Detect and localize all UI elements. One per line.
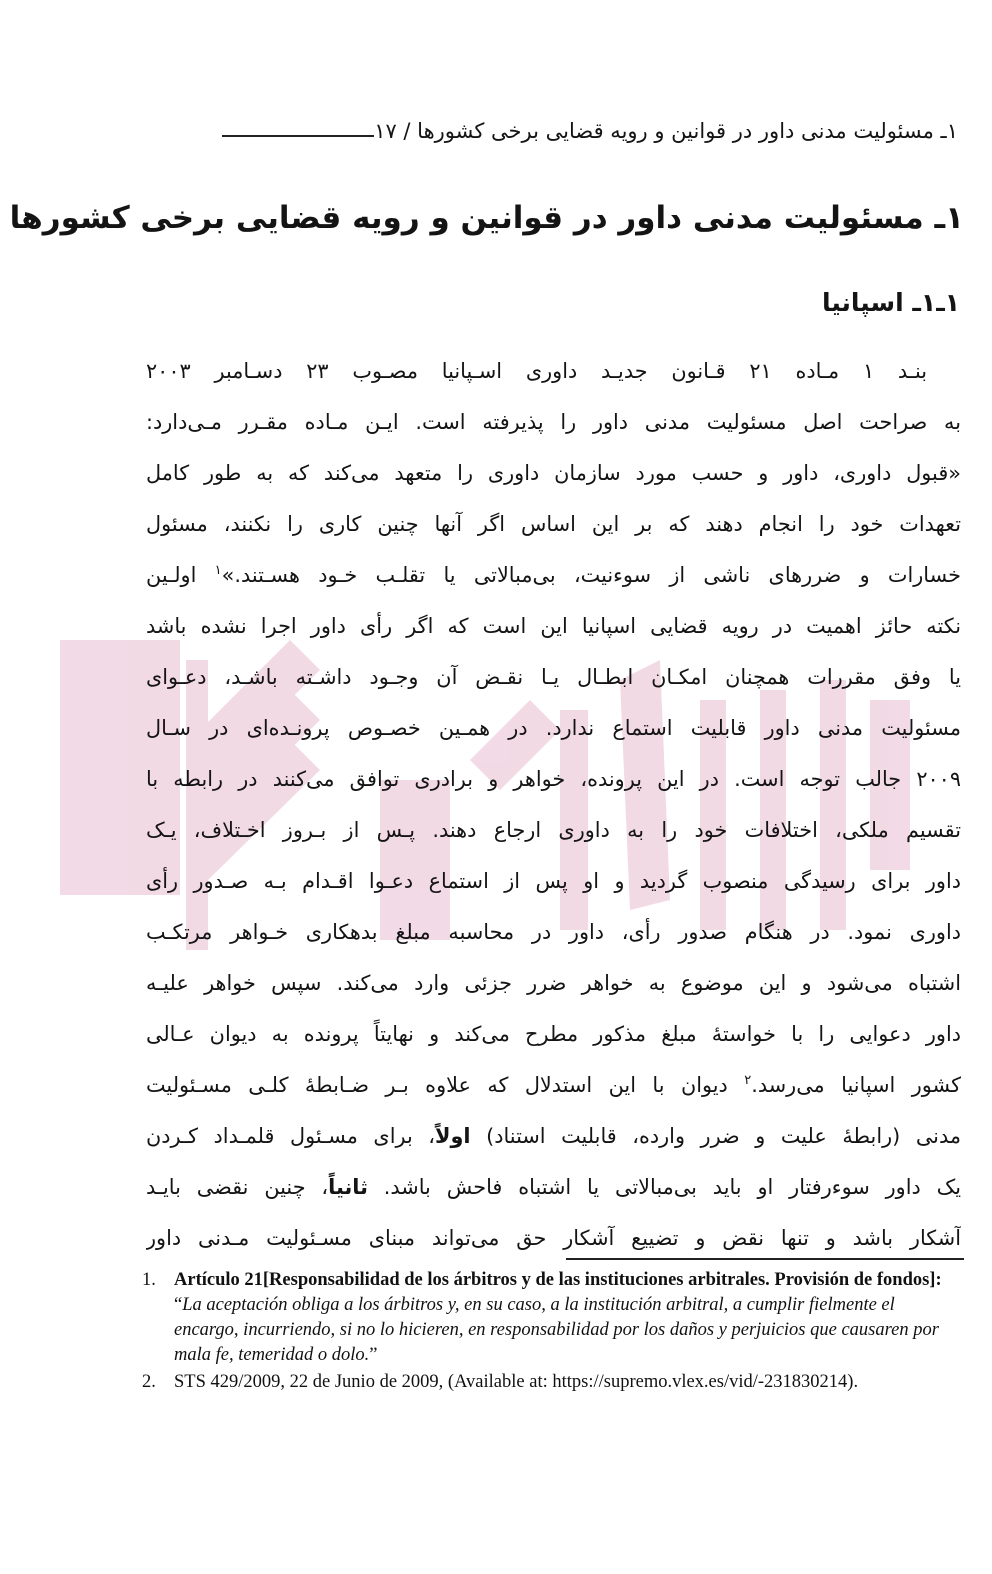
text-line (146, 1060, 961, 1111)
text-line (146, 1162, 961, 1213)
footnote-1 (142, 1268, 942, 1368)
text-line: مسئولیت مدنی داور قابلیت استماع ندارد. در همـین خصـوص پرونـده‌ای در سـال (146, 716, 961, 740)
text-line: بنـد ۱ مـاده ۲۱ قـانون جدیـد داوری اسـپانیا مصـوب ۲۳ دسـامبر ۲۰۰۳ (146, 359, 928, 383)
text-fragment: کشور اسپانیا می‌رسد. (751, 1073, 961, 1097)
text-line (146, 550, 961, 601)
footnotes (142, 1268, 942, 1397)
text-line: تعهدات خود را انجام دهند که بر این اساس اگر آنها چنین کاری را نکنند، مسئول (146, 512, 961, 536)
footnote-2 (142, 1370, 942, 1395)
text-fragment: ، برای مسـئول قلمـداد کـردن (146, 1124, 435, 1148)
text-line: یا وفق مقررات همچنان امکـان ابطـال یـا نقـض آن وجـود داشـته باشـد، دعـوای (146, 665, 961, 689)
running-header-text: ۱ـ مسئولیت مدنی داور در قوانین و رویه قضایی برخی کشورها / ۱۷ (374, 119, 958, 143)
text-line: داور برای رسیدگی منصوب گردید و او پس از استماع دعـوا اقـدام بـه صـدور رأی (146, 869, 961, 893)
running-header (148, 103, 958, 143)
text-fragment: اولـین (146, 563, 215, 587)
emphasis-firstly: اولاً (435, 1124, 471, 1148)
text-line: داوری نمود. در هنگام صدور رأی، داور در محاسبه مبلغ بدهکاری خـواهر مرتکـب (146, 920, 961, 944)
section-title: ۱ـ۱ـ اسپانیا (821, 288, 960, 317)
text-line: «قبول داوری، داور و حسب مورد سازمان داوری را متعهد می‌کند که به طور کامل (146, 461, 961, 485)
footnote-quote: La aceptación obliga a los árbitros y, en su caso, a la institución arbitral, a cumplir fielmente el encargo, incurriendo, si no lo hicieren, en responsabilidad por los daños y perjuicios que causaren por mala fe, temeridad o dolo. (174, 1295, 939, 1365)
body-paragraph (146, 346, 961, 1264)
footnote-number: 1. (142, 1270, 156, 1290)
emphasis-secondly: ثانیاً (328, 1175, 368, 1199)
text-fragment: دیوان با این استدلال که علاوه بـر ضـابطهٔ کلـی مسـئولیت (146, 1073, 745, 1097)
footnote-number: 2. (142, 1372, 156, 1392)
header-rule (222, 135, 374, 137)
quote-close: ” (369, 1345, 378, 1365)
footnote-separator (566, 1258, 964, 1260)
text-fragment: خسارات و ضررهای ناشی از سوءنیت، بی‌مبالاتی یا تقلـب خـود هسـتند.» (221, 563, 961, 587)
text-line: آشکار باشد و تنها نقض و تضییع آشکار حق می‌تواند مبنای مسـئولیت مـدنی داور (146, 1226, 961, 1250)
text-line: داور دعوایی را با خواستهٔ مبلغ مذکور مطرح می‌کند و نهایتاً پرونده به دیوان عـالی (146, 1022, 961, 1046)
text-line: تقسیم ملکی، اختلافات خود را به داوری ارجاع دهند. پـس از بـروز اخـتلاف، یـک (146, 818, 961, 842)
text-line (146, 1111, 961, 1162)
footnote-marker[interactable]: ۱ (214, 563, 222, 579)
footnote-citation[interactable]: STS 429/2009, 22 de Junio de 2009, (Available at: https://supremo.vlex.es/vid/-231830214). (174, 1372, 859, 1392)
text-fragment: مدنی (رابطهٔ علیت و ضرر وارده، قابلیت استناد) (470, 1124, 961, 1148)
text-line: به صراحت اصل مسئولیت مدنی داور را پذیرفته است. ایـن مـاده مقـرر مـی‌دارد: (146, 410, 961, 434)
quote-open: “ (174, 1295, 183, 1315)
text-line: اشتباه می‌شود و این موضوع به خواهر ضرر جزئی وارد می‌کند. سپس خواهر علیـه (146, 971, 961, 995)
text-line: ۲۰۰۹ جالب توجه است. در این پرونده، خواهر و برادری توافق می‌کنند در رابطه با (146, 767, 961, 791)
text-fragment: یک داور سوءرفتار او باید بی‌مبالاتی یا اشتباه فاحش باشد. (367, 1175, 961, 1199)
text-line: نکته حائز اهمیت در رویه قضایی اسپانیا این است که اگر رأی داور اجرا نشده باشد (146, 614, 961, 638)
footnote-marker[interactable]: ۲ (744, 1073, 752, 1089)
chapter-title: ۱ـ مسئولیت مدنی داور در قوانین و رویه قضایی برخی کشورها (9, 200, 964, 236)
footnote-article-heading: Artículo 21[Responsabilidad de los árbitros y de las instituciones arbitrales. Provisión de fondos]: (174, 1270, 942, 1290)
text-fragment: ، چنین نقضی بایـد (146, 1175, 329, 1199)
